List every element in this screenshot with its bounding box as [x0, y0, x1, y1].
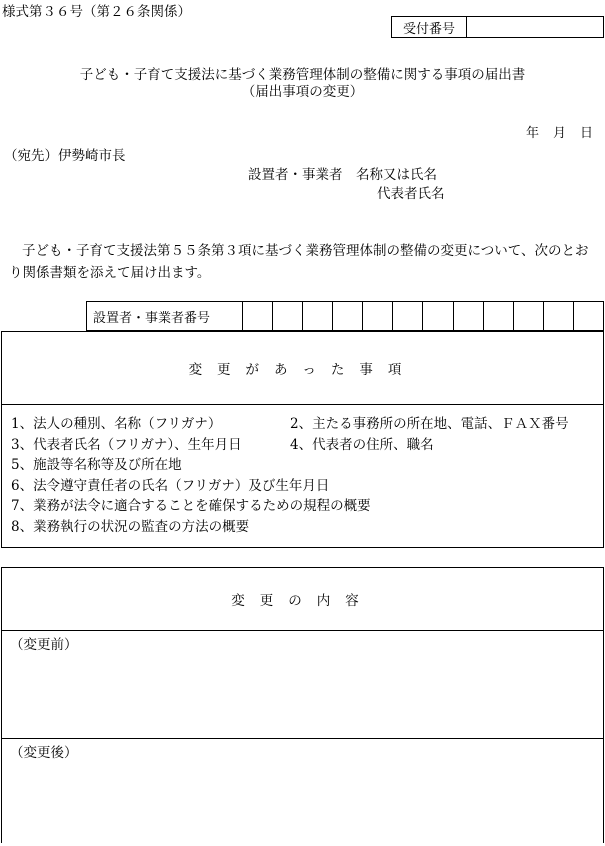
date-month-label: 月	[553, 126, 567, 141]
list-item	[11, 414, 603, 435]
changed-items-list	[2, 405, 603, 537]
operator-number-digit[interactable]	[363, 302, 393, 330]
changed-items-section	[1, 331, 604, 548]
after-change-label: （変更後）	[10, 745, 78, 761]
after-change-field[interactable]	[2, 739, 603, 846]
changed-items-heading: 変更があった事項	[2, 331, 603, 405]
operator-number-digit[interactable]	[393, 302, 423, 330]
form-number-label: 様式第３６号（第２６条関係）	[2, 4, 191, 20]
date-year-label: 年	[526, 126, 540, 141]
addressee: （宛先）伊勢崎市長	[4, 148, 126, 164]
changed-item-text: 7、業務が法令に適合することを確保するための規程の概要	[11, 498, 371, 514]
operator-number-digit[interactable]	[243, 302, 273, 330]
change-content-heading: 変更の内容	[2, 568, 603, 631]
list-item	[11, 517, 603, 538]
operator-number-digit[interactable]	[333, 302, 363, 330]
list-item	[11, 455, 603, 476]
applicant-name-label: 設置者・事業者 名称又は氏名	[248, 167, 437, 183]
changed-item-text: 8、業務執行の状況の監査の方法の概要	[11, 518, 250, 535]
before-change-field[interactable]	[2, 631, 603, 739]
operator-number-digit[interactable]	[574, 302, 603, 330]
changed-item-text: 2、主たる事務所の所在地、電話、ＦＡＸ番号	[290, 416, 569, 432]
change-content-section	[1, 567, 604, 843]
document-title: 子ども・子育て支援法に基づく業務管理体制の整備に関する事項の届出書	[79, 67, 526, 83]
document-subtitle: （届出事項の変更）	[241, 84, 364, 100]
changed-item-text: 3、代表者氏名（フリガナ）、生年月日	[11, 436, 242, 453]
operator-number-digit[interactable]	[484, 302, 514, 330]
changed-item-text: 4、代表者の住所、職名	[290, 436, 434, 453]
operator-number-digit[interactable]	[303, 302, 333, 330]
date-line	[526, 122, 593, 141]
list-item	[11, 435, 603, 456]
date-day-label: 日	[580, 126, 594, 141]
changed-item-text: 5、施設等名称等及び所在地	[11, 457, 182, 473]
notification-statement: 子ども・子育て支援法第５５条第３項に基づく業務管理体制の整備の変更について、次のとおり関係書類を添えて届け出ます。	[9, 243, 589, 281]
operator-number-digit[interactable]	[423, 302, 453, 330]
list-item	[11, 476, 603, 497]
operator-number-digit[interactable]	[454, 302, 484, 330]
reception-number-label: 受付番号	[392, 17, 467, 37]
operator-number-digit[interactable]	[544, 302, 574, 330]
changed-item-text: 1、法人の種別、名称（フリガナ）	[11, 416, 222, 432]
operator-number-label: 設置者・事業者番号	[87, 302, 243, 330]
reception-number-field[interactable]	[467, 17, 603, 37]
operator-number-digit[interactable]	[273, 302, 303, 330]
operator-number-table	[86, 301, 604, 331]
representative-name-label: 代表者氏名	[377, 186, 445, 202]
operator-number-digit[interactable]	[514, 302, 544, 330]
list-item	[11, 496, 603, 517]
before-change-label: （変更前）	[10, 637, 78, 653]
changed-item-text: 6、法令遵守責任者の氏名（フリガナ）及び生年月日	[11, 477, 330, 494]
reception-number-box	[391, 16, 604, 38]
